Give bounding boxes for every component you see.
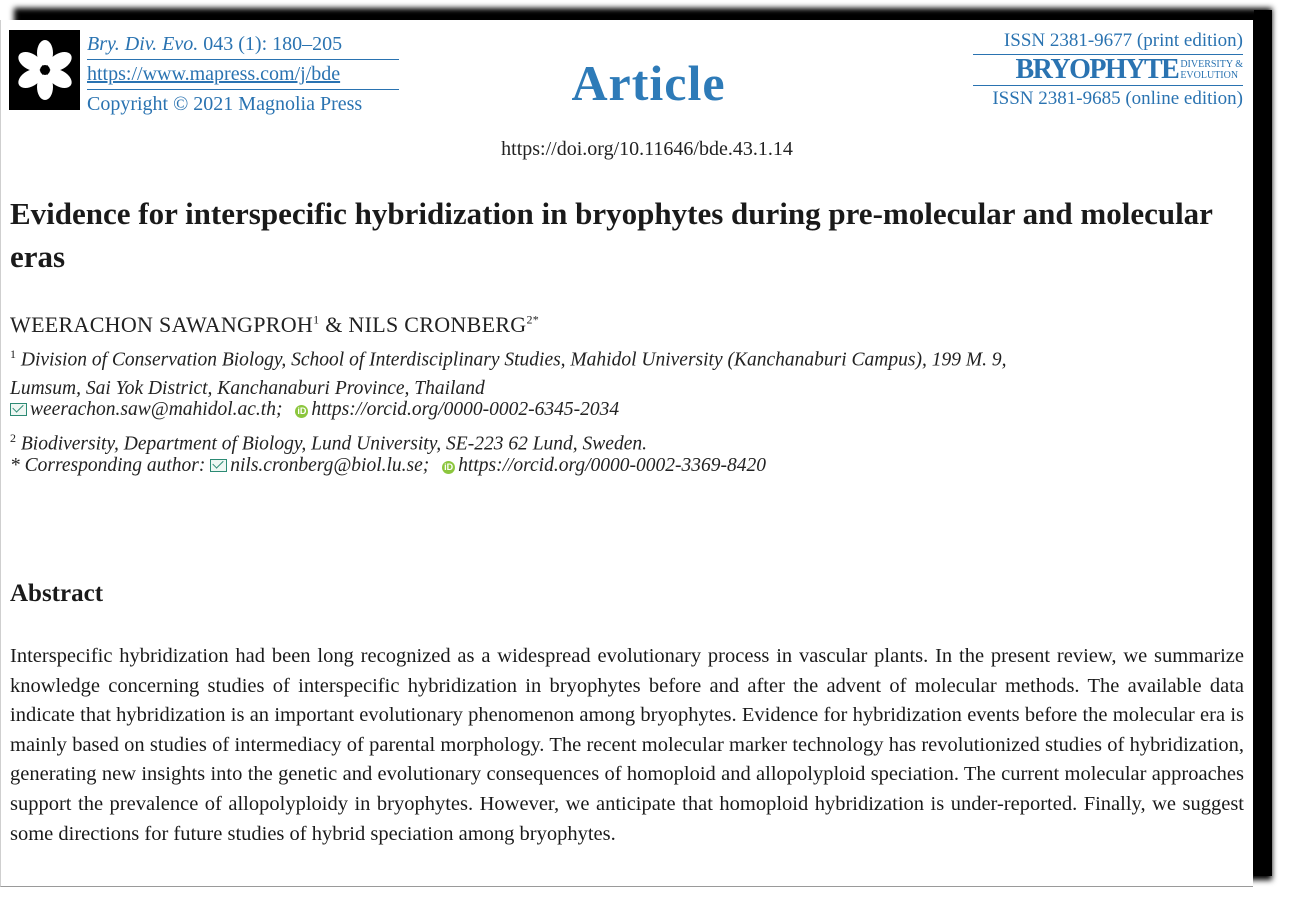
orcid-icon: iD xyxy=(444,462,454,472)
brand-subtitle xyxy=(1180,59,1243,81)
brand-subtitle-line2: EVOLUTION xyxy=(1180,70,1239,81)
aff1-sup: 1 xyxy=(10,347,16,361)
citation-block xyxy=(87,30,399,119)
author-joiner: & xyxy=(319,312,349,337)
mail-icon xyxy=(210,459,227,472)
journal-brand xyxy=(973,55,1243,86)
issn-block xyxy=(973,28,1243,112)
brand-subtitle-line1: DIVERSITY & xyxy=(1180,59,1243,70)
author-1: WEERACHON SAWANGPROH xyxy=(10,312,314,337)
volume-pages: 043 (1): 180–205 xyxy=(198,33,343,55)
journal-url-link[interactable]: https://www.mapress.com/j/bde xyxy=(87,63,341,85)
aff2-sup: 2 xyxy=(10,431,16,445)
aff1-line2: Lumsum, Sai Yok District, Kanchanaburi Province, Thailand xyxy=(10,377,485,399)
author-2-sup: 2* xyxy=(526,312,540,327)
magnolia-press-logo-icon xyxy=(9,30,80,110)
article-type-label: Article xyxy=(571,55,726,111)
aff1-line1: Division of Conservation Biology, School of Interdisciplinary Studies, Mahidol University (Kanchanaburi Campus), 199 M. 9, xyxy=(16,349,1007,371)
mail-icon xyxy=(10,403,27,416)
doi-link[interactable]: https://doi.org/10.11646/bde.43.1.14 xyxy=(501,138,793,160)
abstract-heading: Abstract xyxy=(10,580,104,607)
corresponding-orcid-link[interactable]: https://orcid.org/0000-0002-3369-8420 xyxy=(458,455,766,476)
issn-online: ISSN 2381-9685 (online edition) xyxy=(992,88,1243,109)
article-page xyxy=(0,20,1253,887)
corresponding-label: * Corresponding author: xyxy=(10,455,211,476)
author-line xyxy=(10,312,539,338)
aff1-email-link[interactable]: weerachon.saw@mahidol.ac.th; xyxy=(30,399,283,420)
corresponding-email-link[interactable]: nils.cronberg@biol.lu.se; xyxy=(230,455,430,476)
aff2-text: Biodiversity, Department of Biology, Lund University, SE-223 62 Lund, Sweden. xyxy=(16,433,647,455)
orcid-icon: iD xyxy=(297,406,307,416)
journal-citation xyxy=(87,30,399,60)
author-1-sup: 1 xyxy=(313,312,320,327)
affiliation-1 xyxy=(10,340,1240,403)
affiliation-1-contacts xyxy=(10,396,1240,424)
journal-url-row xyxy=(87,60,399,90)
author-2: NILS CRONBERG xyxy=(348,312,527,337)
paper-title: Evidence for interspecific hybridization in bryophytes during pre-molecular and molecular eras xyxy=(10,196,1213,274)
aff1-orcid-link[interactable]: https://orcid.org/0000-0002-6345-2034 xyxy=(311,399,620,420)
abstract-text: Interspecific hybridization had been long recognized as a widespread evolutionary process in vascular plants. In the present review, we summarize knowledge concerning studies of interspecific hybridization in bryophytes before and after the advent of molecular methods. The available data indicate that hybridization is an important evolutionary phenomenon among bryophytes. Evidence for hybridization events before the molecular era is mainly based on studies of intermediacy of parental morphology. The recent molecular marker technology has revolutionized studies of hybridization, generating new insights into the genetic and evolutionary consequences of homoploid and allopolyploid speciation. The current molecular approaches support the prevalence of allopolyploidy in bryophytes. However, we anticipate that homoploid hybridization is under-reported. Finally, we suggest some directions for future studies of hybrid speciation among bryophytes. xyxy=(10,645,1244,845)
copyright: Copyright © 2021 Magnolia Press xyxy=(87,93,363,115)
journal-abbrev: Bry. Div. Evo. xyxy=(87,33,199,55)
issn-print: ISSN 2381-9677 (print edition) xyxy=(973,28,1243,55)
corresponding-author xyxy=(10,452,1240,480)
brand-name: BRYOPHYTE xyxy=(1015,54,1179,85)
